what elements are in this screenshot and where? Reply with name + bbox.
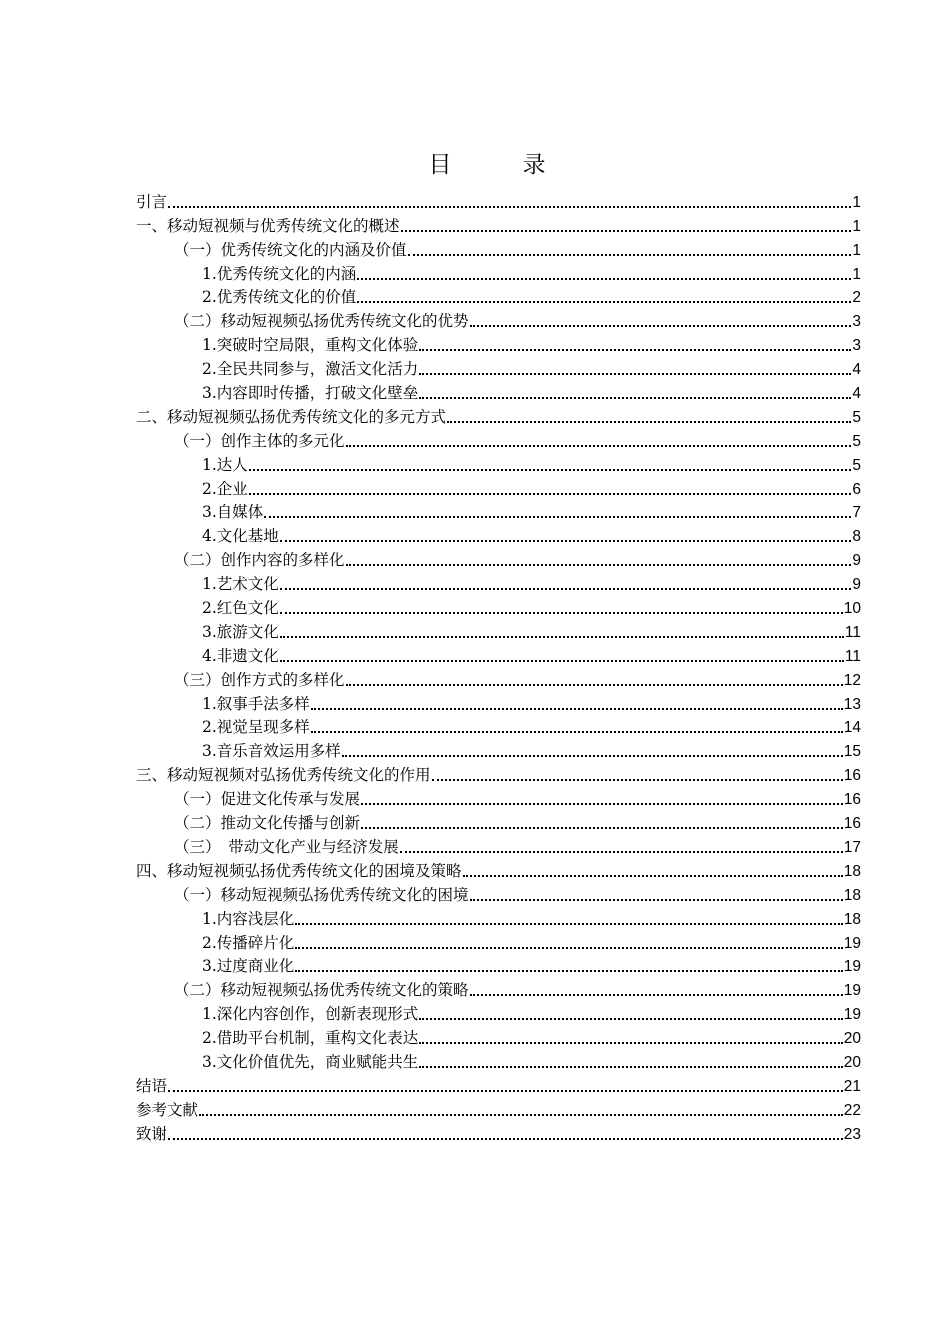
toc-entry-text: 1.优秀传统文化的内涵 — [202, 264, 357, 283]
toc-entry[interactable] — [136, 284, 861, 308]
toc-page-number: 21 — [843, 1077, 861, 1095]
toc-entry[interactable] — [136, 618, 861, 642]
toc-entry[interactable] — [136, 976, 861, 1000]
toc-entry-text: 1.达人 — [202, 455, 248, 474]
toc-entry[interactable] — [136, 666, 861, 690]
toc-leader-dots — [295, 947, 842, 949]
toc-leader-dots — [280, 540, 852, 542]
toc-page-number: 20 — [843, 1030, 861, 1048]
toc-leader-dots — [419, 373, 851, 375]
toc-entry[interactable] — [136, 1048, 861, 1072]
toc-entry-text: 1.深化内容创作，创新表现形式 — [202, 1005, 419, 1024]
toc-entry-text: 2.传播碎片化 — [202, 933, 295, 952]
toc-page-number: 8 — [852, 528, 861, 546]
toc-leader-dots — [280, 588, 852, 590]
toc-entry-text: 3.内容即时传播，打破文化壁垒 — [202, 384, 419, 403]
toc-leader-dots — [400, 851, 843, 853]
toc-entry[interactable] — [136, 188, 861, 212]
toc-leader-dots — [295, 970, 842, 972]
toc-page-number: 5 — [852, 432, 861, 450]
toc-leader-dots — [419, 397, 851, 399]
toc-page-number: 16 — [843, 791, 861, 809]
toc-entry[interactable] — [136, 929, 861, 953]
toc-leader-dots — [264, 516, 851, 518]
toc-page-number: 5 — [852, 408, 861, 426]
toc-entry-text: 2.借助平台机制，重构文化表达 — [202, 1029, 419, 1048]
toc-leader-dots — [470, 325, 852, 327]
toc-entry-text: 一、移动短视频与优秀传统文化的概述 — [136, 216, 400, 235]
toc-entry[interactable] — [136, 499, 861, 523]
toc-page-number: 15 — [843, 743, 861, 761]
toc-entry-text: （一）促进文化传承与发展 — [174, 790, 361, 809]
toc-entry-text: （二）推动文化传播与创新 — [174, 814, 361, 833]
toc-page-number: 18 — [843, 862, 861, 880]
toc-page-number: 13 — [843, 695, 861, 713]
toc-leader-dots — [419, 1066, 842, 1068]
toc-entry-text: 3.旅游文化 — [202, 622, 279, 641]
toc-entry[interactable] — [136, 379, 861, 403]
toc-leader-dots — [419, 1018, 842, 1020]
toc-page-number: 3 — [852, 313, 861, 331]
toc-leader-dots — [357, 278, 851, 280]
table-of-contents — [136, 188, 861, 1144]
toc-entry-text: 2.企业 — [202, 479, 248, 498]
toc-page-number: 12 — [843, 671, 861, 689]
toc-entry[interactable] — [136, 1120, 861, 1144]
toc-entry-text: 2.优秀传统文化的价值 — [202, 288, 357, 307]
toc-page-number: 4 — [852, 361, 861, 379]
toc-entry-text: 三、移动短视频对弘扬优秀传统文化的作用 — [136, 766, 431, 785]
toc-entry[interactable] — [136, 212, 861, 236]
toc-leader-dots — [346, 445, 852, 447]
toc-entry[interactable] — [136, 642, 861, 666]
toc-leader-dots — [419, 349, 851, 351]
toc-entry[interactable] — [136, 690, 861, 714]
toc-page-number: 19 — [843, 934, 861, 952]
toc-page-number: 11 — [844, 647, 861, 665]
toc-page-number: 11 — [844, 623, 861, 641]
toc-entry-text: 4.非遗文化 — [202, 646, 279, 665]
toc-entry-text: 2.全民共同参与，激活文化活力 — [202, 360, 419, 379]
toc-entry[interactable] — [136, 761, 861, 785]
toc-entry-text: （二）移动短视频弘扬优秀传统文化的策略 — [174, 981, 469, 1000]
toc-leader-dots — [346, 564, 852, 566]
toc-entry[interactable] — [136, 1000, 861, 1024]
toc-entry[interactable] — [136, 522, 861, 546]
toc-leader-dots — [408, 254, 852, 256]
toc-entry-text: 3.文化价值优先，商业赋能共生 — [202, 1052, 419, 1071]
toc-entry-text: （三） 带动文化产业与经济发展 — [174, 837, 399, 856]
toc-entry-text: （二）创作内容的多样化 — [174, 551, 345, 570]
toc-entry-text: 2.视觉呈现多样 — [202, 718, 310, 737]
toc-page-number: 10 — [843, 600, 861, 618]
toc-entry-text: 二、移动短视频弘扬优秀传统文化的多元方式 — [136, 407, 447, 426]
toc-page-number: 1 — [852, 265, 861, 283]
toc-page-number: 16 — [843, 767, 861, 785]
toc-page-number: 1 — [852, 217, 861, 235]
toc-entry[interactable] — [136, 737, 861, 761]
toc-leader-dots — [361, 827, 843, 829]
toc-page-number: 9 — [852, 552, 861, 570]
toc-entry[interactable] — [136, 809, 861, 833]
toc-page-number: 14 — [843, 719, 861, 737]
toc-entry-text: 参考文献 — [136, 1100, 199, 1119]
toc-page-number: 19 — [843, 958, 861, 976]
toc-entry[interactable] — [136, 307, 861, 331]
toc-leader-dots — [280, 660, 844, 662]
toc-entry[interactable] — [136, 355, 861, 379]
toc-entry-text: （一）移动短视频弘扬优秀传统文化的困境 — [174, 885, 469, 904]
toc-leader-dots — [361, 803, 843, 805]
toc-entry[interactable] — [136, 1096, 861, 1120]
toc-entry[interactable] — [136, 857, 861, 881]
toc-leader-dots — [311, 731, 843, 733]
toc-page-number: 5 — [852, 456, 861, 474]
toc-entry-text: 致谢 — [136, 1124, 168, 1143]
toc-entry[interactable] — [136, 1072, 861, 1096]
toc-page-number: 16 — [843, 815, 861, 833]
toc-entry-text: 1.叙事手法多样 — [202, 694, 310, 713]
toc-entry-text: 引言 — [136, 192, 168, 211]
toc-page-number: 1 — [852, 193, 861, 211]
toc-leader-dots — [168, 1138, 843, 1140]
toc-entry-text: （一）优秀传统文化的内涵及价值 — [174, 240, 407, 259]
toc-entry[interactable] — [136, 236, 861, 260]
toc-page-number: 6 — [852, 480, 861, 498]
toc-leader-dots — [249, 469, 852, 471]
toc-page-number: 9 — [852, 576, 861, 594]
toc-entry[interactable] — [136, 881, 861, 905]
toc-page-number: 17 — [843, 838, 861, 856]
toc-entry-text: 3.过度商业化 — [202, 957, 295, 976]
toc-entry-text: （二）移动短视频弘扬优秀传统文化的优势 — [174, 312, 469, 331]
toc-entry[interactable] — [136, 953, 861, 977]
toc-leader-dots — [342, 755, 843, 757]
toc-page-number: 19 — [843, 1006, 861, 1024]
toc-leader-dots — [168, 206, 851, 208]
toc-leader-dots — [280, 636, 844, 638]
toc-page-number: 19 — [843, 982, 861, 1000]
toc-entry-text: 1.艺术文化 — [202, 575, 279, 594]
toc-entry-text: （三）创作方式的多样化 — [174, 670, 345, 689]
toc-entry-text: 1.突破时空局限，重构文化体验 — [202, 336, 419, 355]
toc-page-number: 20 — [843, 1053, 861, 1071]
toc-page-number: 23 — [843, 1125, 861, 1143]
toc-entry-text: （一）创作主体的多元化 — [174, 431, 345, 450]
toc-page-number: 18 — [843, 910, 861, 928]
toc-page-number: 1 — [852, 241, 861, 259]
toc-entry[interactable] — [136, 260, 861, 284]
toc-page-number: 2 — [852, 289, 861, 307]
toc-leader-dots — [249, 493, 852, 495]
toc-page-number: 3 — [852, 337, 861, 355]
toc-entry-text: 结语 — [136, 1076, 168, 1095]
toc-entry[interactable] — [136, 546, 861, 570]
toc-leader-dots — [346, 684, 843, 686]
toc-leader-dots — [295, 923, 842, 925]
toc-title: 目 录 — [428, 152, 570, 178]
toc-leader-dots — [470, 994, 843, 996]
toc-entry-text: 3.音乐音效运用多样 — [202, 742, 341, 761]
toc-entry[interactable] — [136, 714, 861, 738]
toc-leader-dots — [357, 301, 851, 303]
toc-page-number: 4 — [852, 385, 861, 403]
toc-leader-dots — [470, 899, 843, 901]
toc-leader-dots — [311, 708, 843, 710]
toc-leader-dots — [168, 1090, 843, 1092]
toc-entry-text: 四、移动短视频弘扬优秀传统文化的困境及策略 — [136, 861, 462, 880]
toc-leader-dots — [432, 779, 843, 781]
toc-entry[interactable] — [136, 833, 861, 857]
toc-entry[interactable] — [136, 475, 861, 499]
toc-entry[interactable] — [136, 570, 861, 594]
toc-entry[interactable] — [136, 785, 861, 809]
toc-entry-text: 2.红色文化 — [202, 599, 279, 618]
toc-entry[interactable] — [136, 451, 861, 475]
toc-entry[interactable] — [136, 331, 861, 355]
toc-leader-dots — [401, 230, 852, 232]
toc-entry[interactable] — [136, 427, 861, 451]
toc-entry[interactable] — [136, 905, 861, 929]
toc-entry[interactable] — [136, 1024, 861, 1048]
toc-entry[interactable] — [136, 594, 861, 618]
toc-leader-dots — [447, 421, 851, 423]
toc-leader-dots — [419, 1042, 842, 1044]
toc-page-number: 22 — [843, 1101, 861, 1119]
toc-leader-dots — [280, 612, 843, 614]
toc-page-number: 7 — [852, 504, 861, 522]
toc-leader-dots — [463, 875, 843, 877]
toc-entry-text: 4.文化基地 — [202, 527, 279, 546]
toc-page-number: 18 — [843, 886, 861, 904]
toc-entry-text: 1.内容浅层化 — [202, 909, 295, 928]
toc-leader-dots — [199, 1114, 843, 1116]
toc-entry-text: 3.自媒体 — [202, 503, 264, 522]
toc-entry[interactable] — [136, 403, 861, 427]
